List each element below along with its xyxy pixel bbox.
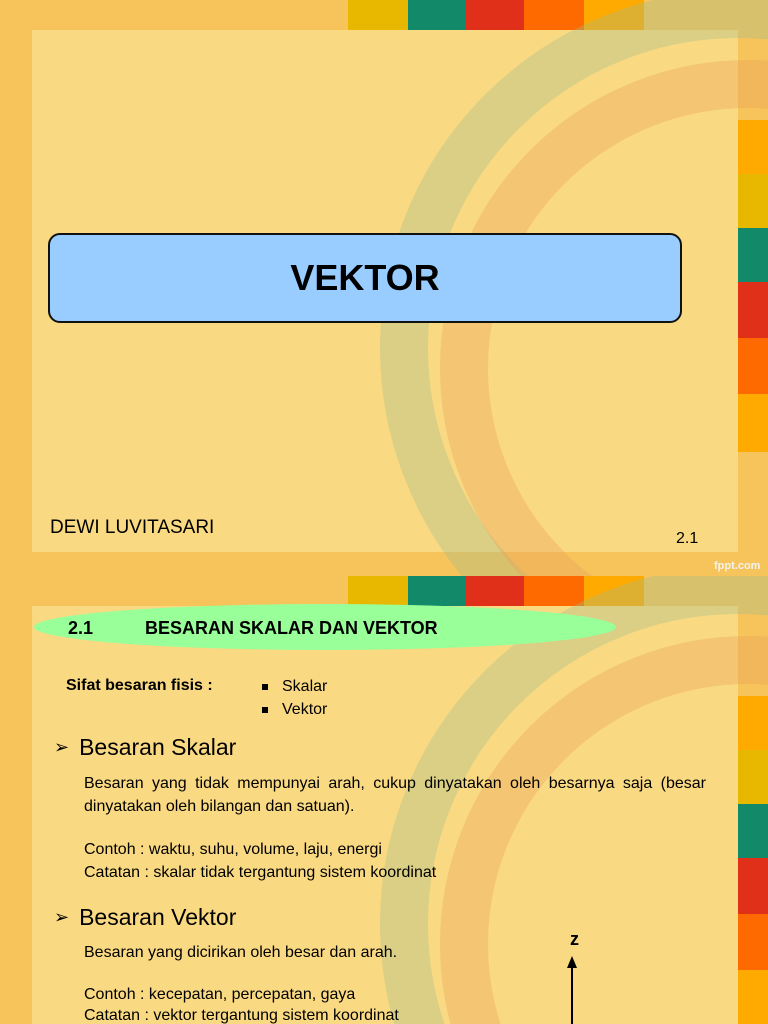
arrow-bullet-icon: ➢ [54, 907, 70, 927]
stripe-red [466, 0, 524, 30]
stripe-green [408, 576, 466, 606]
stripe-yellow [348, 576, 408, 606]
sifat-label: Sifat besaran fisis : [66, 677, 213, 694]
stripe-red [466, 576, 524, 606]
skalar-title [54, 734, 236, 761]
skalar-contoh: Contoh : waktu, suhu, volume, laju, energi [84, 841, 382, 858]
skalar-title-text: Besaran Skalar [79, 734, 237, 760]
vektor-contoh: Contoh : kecepatan, percepatan, gaya [84, 986, 356, 1003]
stripe-green [408, 0, 466, 30]
z-axis-label: z [570, 929, 579, 949]
section-heading: BESARAN SKALAR DAN VEKTOR [145, 618, 438, 638]
list-item-label: Skalar [282, 677, 328, 695]
slide-title: VEKTOR [48, 233, 682, 323]
watermark: fppt.com [714, 560, 761, 572]
square-bullet-icon [262, 684, 268, 690]
sifat-list [262, 675, 327, 721]
author-name: DEWI LUVITASARI [50, 517, 215, 538]
slide-number: 2.1 [676, 530, 699, 547]
vektor-title-text: Besaran Vektor [79, 904, 237, 930]
vektor-definition: Besaran yang dicirikan oleh besar dan arah. [84, 944, 398, 961]
vektor-catatan: Catatan : vektor tergantung sistem koordinat [84, 1007, 399, 1024]
stripe-orange [524, 0, 584, 30]
content-slide [0, 576, 768, 1024]
skalar-catatan: Catatan : skalar tidak tergantung sistem koordinat [84, 864, 437, 881]
square-bullet-icon [262, 707, 268, 713]
list-item [262, 675, 327, 698]
list-item [262, 698, 327, 721]
arrow-bullet-icon: ➢ [54, 737, 70, 757]
section-number: 2.1 [68, 618, 94, 638]
vektor-title [54, 904, 236, 931]
stripe-yellow [348, 0, 408, 30]
stripe-orange [524, 576, 584, 606]
z-axis-arrow-icon [562, 954, 582, 1024]
skalar-definition: Besaran yang tidak mempunyai arah, cukup dinyatakan oleh besarnya saja (besar dinyatakan oleh bilangan dan satuan). [84, 775, 706, 815]
list-item-label: Vektor [282, 700, 328, 718]
